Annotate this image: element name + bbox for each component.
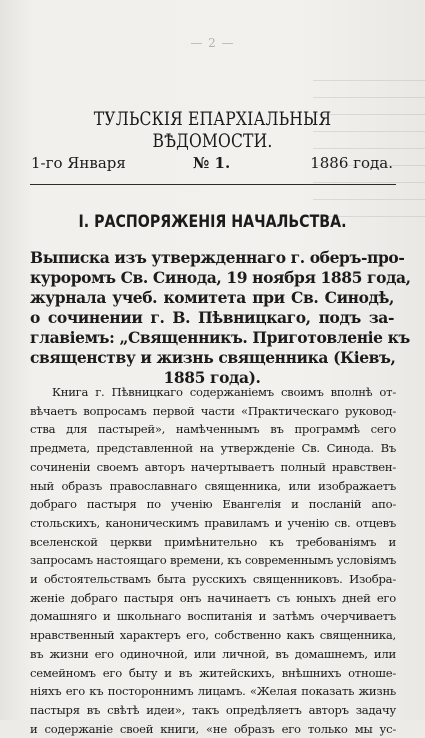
body-line: запросамъ настоящаго времени, къ современнымъ условіямъ [30, 553, 396, 568]
journal-title: ТУЛЬСКІЯ ЕПАРХІАЛЬНЫЯ ВѢДОМОСТИ. [93, 108, 332, 152]
body-line: вселенской церкви примѣнительно къ требованіямъ и [30, 534, 396, 549]
body-line: предмета, представленной на утвержденіе Св. Синода. Въ [30, 441, 396, 456]
lead-paragraph [30, 248, 411, 388]
body-line: вѣчаетъ вопросамъ первой части «Практическаго руковод- [30, 403, 396, 418]
body-line: сочиненіи своемъ авторъ начертываетъ полный нравствен- [30, 459, 396, 474]
body-line: и обстоятельствамъ быта русскихъ священниковъ. Изобра- [30, 572, 396, 587]
body-line: ный образъ православнаго священника, или изображаетъ [30, 478, 396, 493]
body-line: въ жизни его одиночной, или личной, въ домашнемъ, или [30, 646, 396, 661]
body-line: женіе добраго пастыря онъ начинаетъ съ юныхъ дней его [30, 590, 396, 605]
body-line: ніяхъ его къ постороннимъ лицамъ. «Желая показать жизнь [30, 684, 396, 699]
body-line: пастыря въ свѣтѣ идеи», такъ опредѣляетъ авторъ задачу [30, 702, 396, 717]
lead-line: куроромъ Св. Синода, 19 ноября 1885 года, [30, 268, 411, 287]
section-heading: I. РАСПОРЯЖЕНІЯ НАЧАЛЬСТВА. [78, 212, 347, 231]
header-rule [30, 184, 396, 185]
body-line: семейномъ его быту и въ житейскихъ, внѣшнихъ отноше- [30, 665, 396, 680]
issue-year: 1886 года. [310, 154, 393, 172]
body-line: ства для пастырей», намѣченнымъ въ программѣ сего [30, 422, 396, 437]
body-line: домашняго и школьнаго воспитанія и затѣмъ очерчиваетъ [30, 609, 396, 624]
body-line: Книга г. Пѣвницкаго содержаніемъ своимъ вполнѣ от- [52, 385, 396, 399]
body-line: нравственный характеръ его, собственно какъ священника, [30, 628, 396, 643]
issue-number: № 1. [193, 154, 231, 172]
body-line: добраго пастыря по ученію Евангелія и посланій апо- [30, 497, 396, 512]
lead-line: главіемъ: „Священникъ. Приготовленіе къ [30, 328, 410, 347]
lead-line: 1885 года). [163, 368, 261, 387]
lead-line: священству и жизнь священника (Кіевъ, [30, 348, 396, 367]
lead-line: о сочинении г. В. Пѣвницкаго, подъ за- [30, 308, 394, 327]
issue-info [31, 154, 393, 174]
page-number: — 2 — [190, 36, 235, 50]
lead-line: журнала учеб. комитета при Св. Синодѣ, [30, 288, 394, 307]
body-paragraph [30, 383, 396, 738]
lead-line: Выписка изъ утвержденнаго г. оберъ-про- [30, 248, 405, 267]
body-line: стольскихъ, каноническимъ правиламъ и ученію св. отцевъ [30, 515, 396, 530]
issue-date: 1-го Января [31, 154, 126, 172]
body-line: и содержаніе своей книги, «не образъ его только мы ус- [30, 721, 396, 736]
